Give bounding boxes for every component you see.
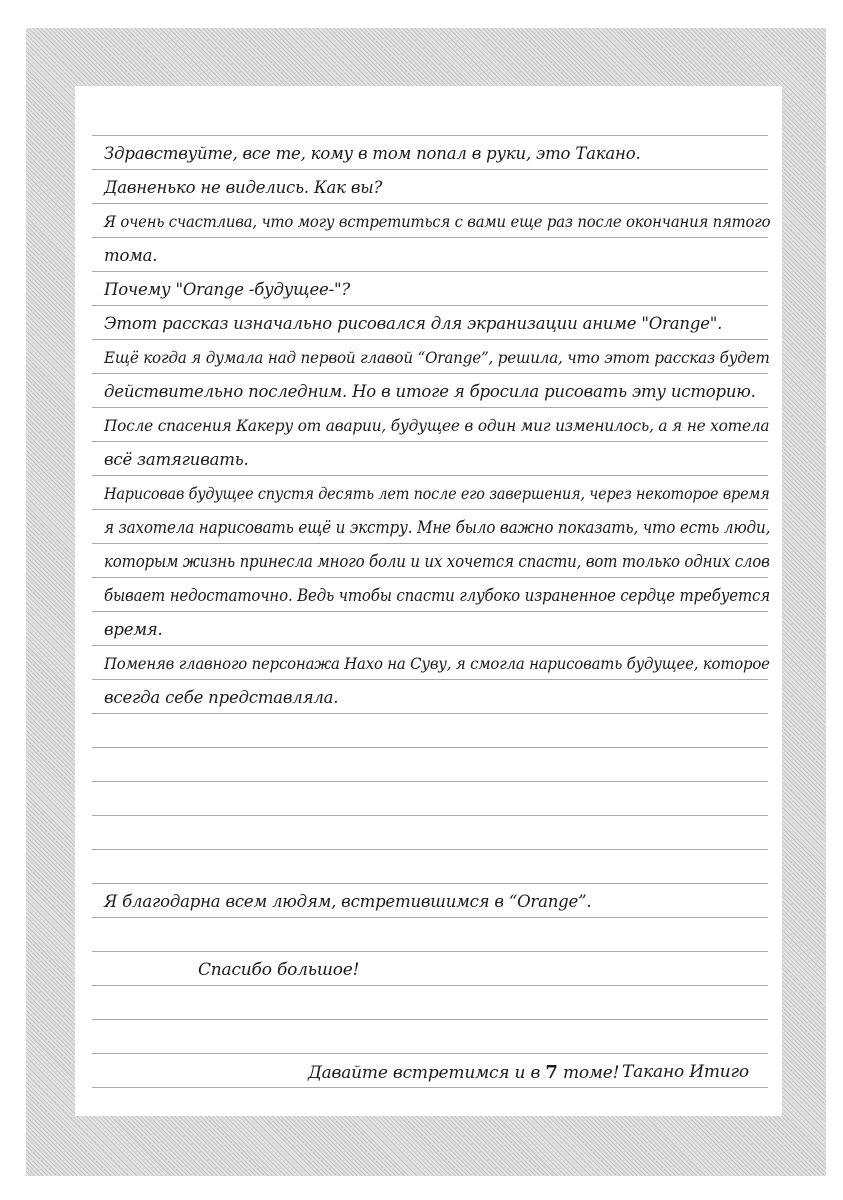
farewell-text: Давайте встретимся и в <box>308 1063 546 1083</box>
letter-line: Я очень счастлива, что могу встретиться с вами еще раз после окончания пятого <box>104 212 771 231</box>
thanks-line: Спасибо большое! <box>198 960 360 980</box>
letter-line: Почему "Orange -будущее-"? <box>104 280 350 299</box>
ruled-line <box>92 135 768 136</box>
letter-line: Здравствуйте, все те, кому в том попал в руки, это Такано. <box>104 144 641 163</box>
ruled-line <box>92 713 768 714</box>
ruled-line <box>92 611 768 612</box>
letter-line: всё затягивать. <box>104 450 249 469</box>
letter-line: Давненько не виделись. Как вы? <box>104 178 383 197</box>
ruled-line <box>92 951 768 952</box>
ruled-line <box>92 237 768 238</box>
farewell-text-end: томе! <box>557 1063 620 1083</box>
letter-line: После спасения Какеру от аварии, будущее в один миг изменилось, а я не хотела <box>104 416 770 435</box>
ruled-line <box>92 339 768 340</box>
letter-line: Этот рассказ изначально рисовался для экранизации аниме "Orange". <box>104 314 723 333</box>
ruled-line <box>92 1053 768 1054</box>
ruled-line <box>92 747 768 748</box>
ruled-line <box>92 815 768 816</box>
ruled-line <box>92 883 768 884</box>
ruled-line <box>92 1087 768 1088</box>
ruled-line <box>92 849 768 850</box>
letter-line: бывает недостаточно. Ведь чтобы спасти глубоко израненное сердце требуется <box>104 586 770 605</box>
ruled-line <box>92 271 768 272</box>
author-signature: Такано Итиго <box>622 1062 749 1082</box>
ruled-line <box>92 203 768 204</box>
ruled-line <box>92 781 768 782</box>
volume-number: 7 <box>545 1062 558 1083</box>
letter-line: Ещё когда я думала над первой главой “Orange”, решила, что этот рассказ будет <box>104 348 770 367</box>
ruled-line <box>92 373 768 374</box>
letter-line: которым жизнь принесла много боли и их хочется спасти, вот только одних слов <box>104 552 770 571</box>
ruled-line <box>92 577 768 578</box>
letter-line: Поменяв главного персонажа Нахо на Суву, я смогла нарисовать будущее, которое <box>104 654 770 673</box>
letter-line: тома. <box>104 246 158 265</box>
ruled-line <box>92 441 768 442</box>
ruled-line <box>92 679 768 680</box>
ruled-line <box>92 407 768 408</box>
ruled-line <box>92 305 768 306</box>
letter-line: действительно последним. Но в итоге я бросила рисовать эту историю. <box>104 382 756 401</box>
letter-line: я захотела нарисовать ещё и экстру. Мне было важно показать, что есть люди, <box>104 518 771 537</box>
ruled-line <box>92 475 768 476</box>
letter-line: время. <box>104 620 163 639</box>
ruled-line <box>92 543 768 544</box>
letter-line: всегда себе представляла. <box>104 688 339 707</box>
ruled-line <box>92 985 768 986</box>
letter-line: Нарисовав будущее спустя десять лет после его завершения, через некоторое время <box>104 484 770 503</box>
farewell-line <box>308 1062 619 1083</box>
ruled-line <box>92 917 768 918</box>
gratitude-line: Я благодарна всем людям, встретившимся в “Orange”. <box>104 892 592 911</box>
ruled-line <box>92 1019 768 1020</box>
ruled-line <box>92 169 768 170</box>
ruled-line <box>92 645 768 646</box>
ruled-line <box>92 509 768 510</box>
